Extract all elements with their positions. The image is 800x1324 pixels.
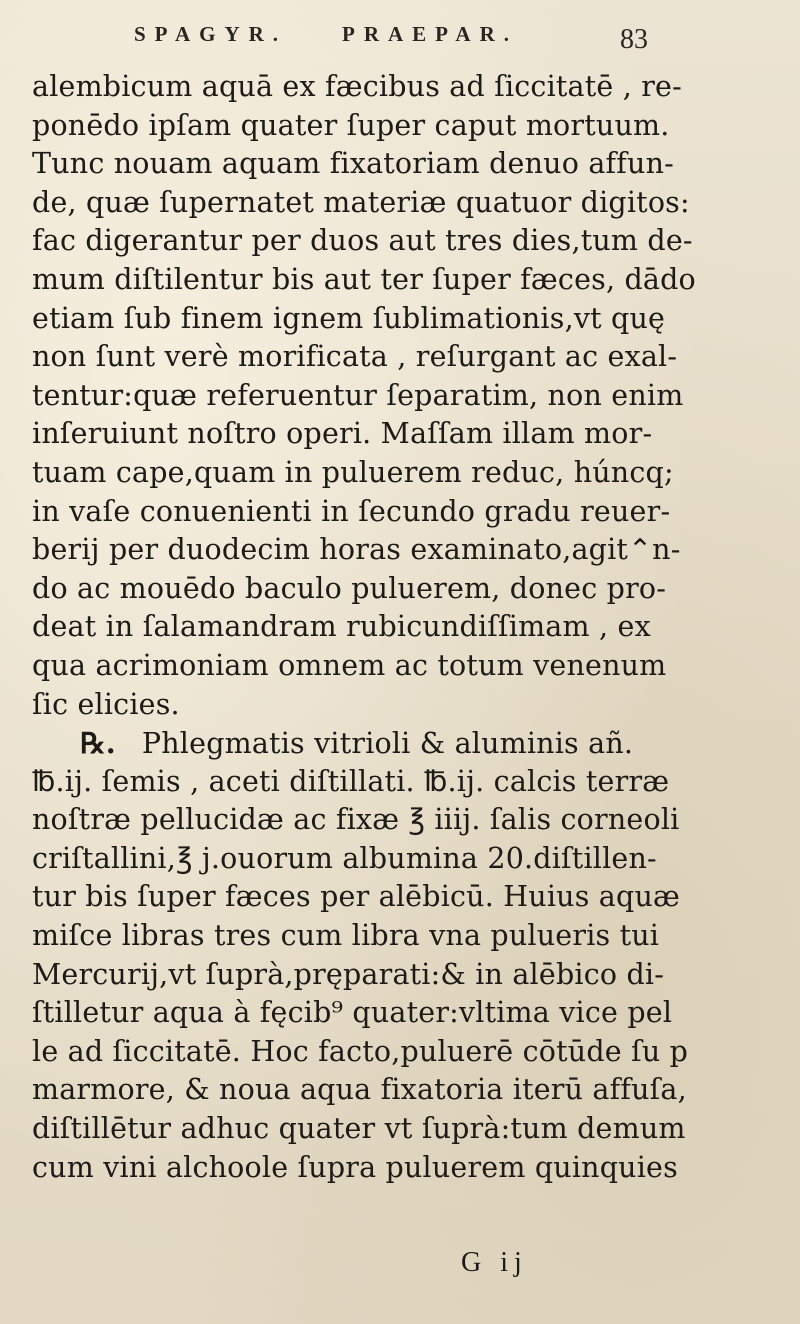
recipe-line: cum vini alchoole ſupra puluerem quinquies bbox=[32, 1150, 678, 1184]
text-line: non ſunt verè morificata , reſurgant ac exal- bbox=[32, 340, 678, 374]
body-text bbox=[32, 68, 752, 1187]
recipe-line: marmore, & noua aqua fixatoria iterū affuſa, bbox=[32, 1073, 687, 1107]
recipe-line: le ad ſiccitatē. Hoc facto,puluerē cōtūde ſu p bbox=[32, 1034, 689, 1068]
text-line: inſeruiunt noſtro operi. Maſſam illam mor- bbox=[32, 417, 653, 451]
text-line: berij per duodecim horas examinato,agit⌃n- bbox=[32, 533, 681, 567]
text-line: do ac mouēdo baculo puluerem, donec pro- bbox=[32, 571, 667, 605]
text-line: fac digerantur per duos aut tres dies,tum de- bbox=[32, 224, 693, 258]
recipe-heading-line bbox=[32, 724, 752, 763]
recipe-first-line: Phlegmatis vitrioli & aluminis añ. bbox=[141, 727, 634, 761]
recipe-symbol: ℞. bbox=[80, 726, 116, 761]
text-line: de, quæ ſupernatet materiæ quatuor digitos: bbox=[32, 185, 690, 219]
recipe-line: criſtallini,℥ j.ouorum albumina 20.diſtillen- bbox=[32, 841, 657, 875]
recipe-line: noſtræ pellucidæ ac fixæ ℥ iiij. ſalis corneoli bbox=[32, 803, 680, 837]
text-line: ſic elicies. bbox=[32, 687, 180, 721]
recipe-line: Mercurij,vt ſuprà,pręparati:& in alēbico di- bbox=[32, 957, 665, 991]
text-line: in vaſe conuenienti in ſecundo gradu reuer- bbox=[32, 494, 671, 528]
text-line: tentur:quæ referuentur ſeparatim, non enim bbox=[32, 378, 684, 412]
signature-mark: G ij bbox=[461, 1247, 528, 1278]
recipe-line: ſtilletur aqua à fęcib⁹ quater:vltima vice pel bbox=[32, 996, 673, 1030]
text-line: Tunc nouam aquam fixatoriam denuo affun- bbox=[32, 147, 674, 181]
text-line: etiam ſub finem ignem ſublimationis,vt quę bbox=[32, 301, 666, 335]
text-line: mum diſtilentur bis aut ter ſuper fæces, dādo bbox=[32, 262, 696, 296]
text-line: alembicum aquā ex fæcibus ad ſiccitatē , re- bbox=[32, 70, 682, 103]
recipe-line: ℔.ij. ſemis , aceti diſtillati. ℔.ij. calcis terræ bbox=[32, 764, 670, 798]
running-head-left: SPAGYR. bbox=[134, 22, 288, 46]
running-head-right: PRAEPAR. bbox=[342, 22, 519, 46]
text-line: deat in ſalamandram rubicundiſſimam , ex bbox=[32, 610, 651, 644]
recipe-line: miſce libras tres cum libra vna pulueris tui bbox=[32, 919, 660, 953]
text-line: qua acrimoniam omnem ac totum venenum bbox=[32, 648, 667, 682]
recipe-line: tur bis ſuper fæces per alēbicū. Huius aquæ bbox=[32, 880, 680, 914]
text-line: tuam cape,quam in puluerem reduc, húncq; bbox=[32, 455, 674, 489]
page-number: 83 bbox=[620, 24, 648, 55]
recipe-line: diſtillētur adhuc quater vt ſuprà:tum demum bbox=[32, 1112, 686, 1146]
text-line: ponēdo ipſam quater ſuper caput mortuum. bbox=[32, 108, 670, 142]
